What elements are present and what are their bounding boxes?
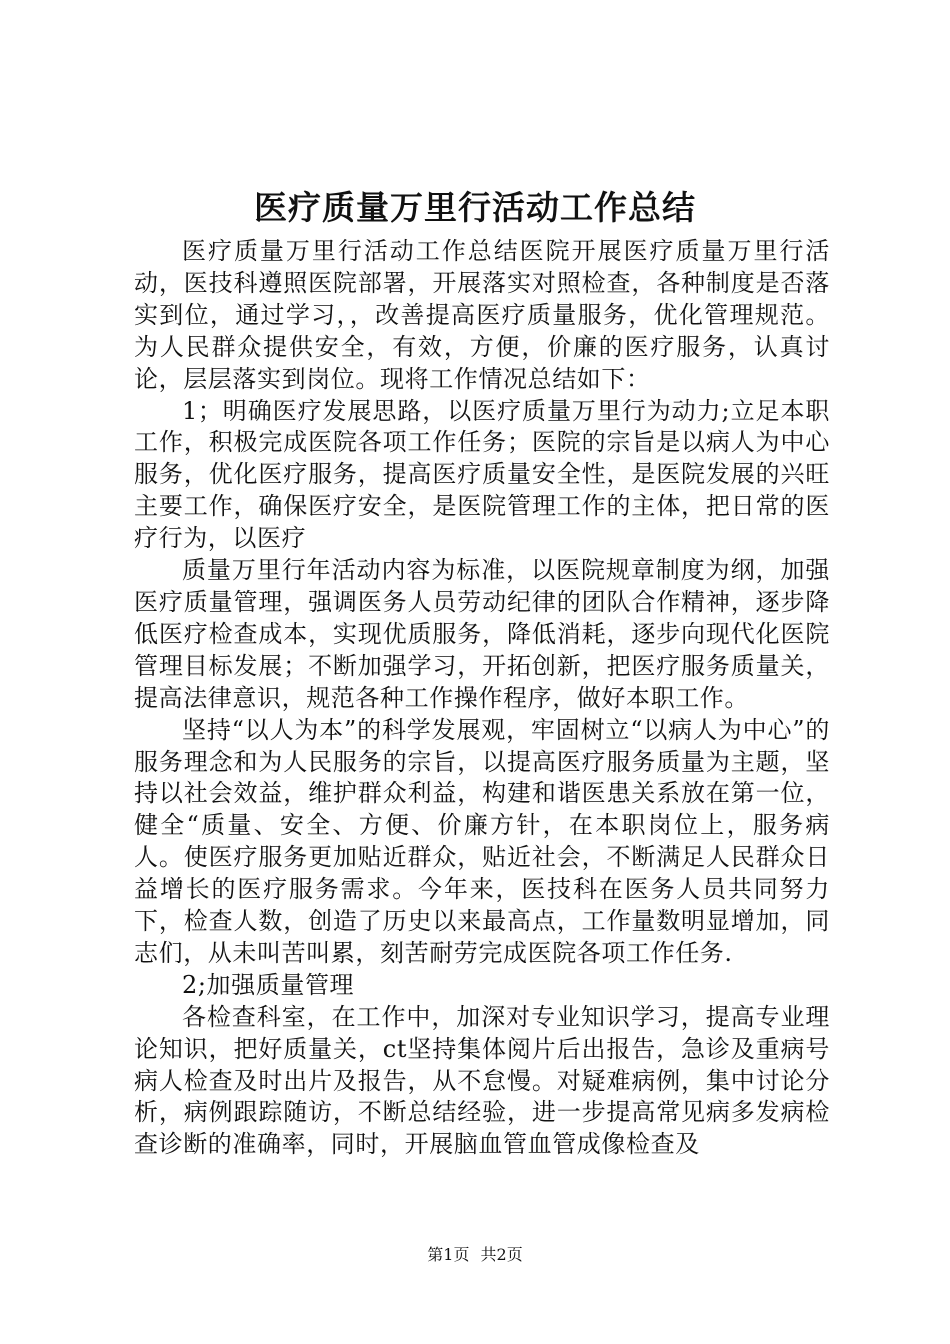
paragraph: 质量万里行年活动内容为标准，以医院规章制度为纲，加强医疗质量管理，强调医务人员劳动纪律的团队合作精神，逐步降低医疗检查成本，实现优质服务，降低消耗，逐步向现代化医院管理目标发展；不断加强学习，开拓创新，把医疗服务质量关，提高法律意识，规范各种工作操作程序，做好本职工作。 bbox=[134, 556, 830, 712]
document-body bbox=[134, 236, 830, 1161]
paragraph: 坚持“以人为本”的科学发展观，牢固树立“以病人为中心”的服务理念和为人民服务的宗旨，以提高医疗服务质量为主题，坚持以社会效益，维护群众利益，构建和谐医患关系放在第一位，健全“质量、安全、方便、价廉方针，在本职岗位上，服务病人。使医疗服务更加贴近群众，贴近社会，不断满足人民群众日益增长的医疗服务需求。今年来，医技科在医务人员共同努力下，检查人数，创造了历史以来最高点，工作量数明显增加，同志们，从未叫苦叫累，刻苦耐劳完成医院各项工作任务. bbox=[134, 715, 830, 967]
paragraph: 医疗质量万里行活动工作总结医院开展医疗质量万里行活动，医技科遵照医院部署，开展落实对照检查，各种制度是否落实到位，通过学习，，改善提高医疗质量服务，优化管理规范。为人民群众提供安全，有效，方便，价廉的医疗服务，认真讨论，层层落实到岗位。现将工作情况总结如下： bbox=[134, 237, 830, 393]
page-number: 第1页 bbox=[427, 1245, 470, 1264]
section-heading: 2;加强质量管理 bbox=[182, 970, 355, 999]
paragraph: 各检查科室，在工作中，加深对专业知识学习，提高专业理论知识，把好质量关，ct坚持集体阅片后出报告，急诊及重病号病人检查及时出片及报告，从不怠慢。对疑难病例，集中讨论分析，病例跟踪随访，不断总结经验，进一步提高常见病多发病检查诊断的准确率，同时，开展脑血管血管成像检查及 bbox=[134, 1002, 830, 1159]
page-footer bbox=[0, 1244, 950, 1266]
document-title: 医疗质量万里行活动工作总结 bbox=[254, 188, 696, 227]
paragraph: 1；明确医疗发展思路，以医疗质量万里行为动力;立足本职工作，积极完成医院各项工作任务；医院的宗旨是以病人为中心服务，优化医疗服务，提高医疗质量安全性，是医院发展的兴旺主要工作，确保医疗安全，是医院管理工作的主体，把日常的医疗行为，以医疗 bbox=[134, 396, 830, 553]
page-total: 共2页 bbox=[480, 1245, 523, 1264]
